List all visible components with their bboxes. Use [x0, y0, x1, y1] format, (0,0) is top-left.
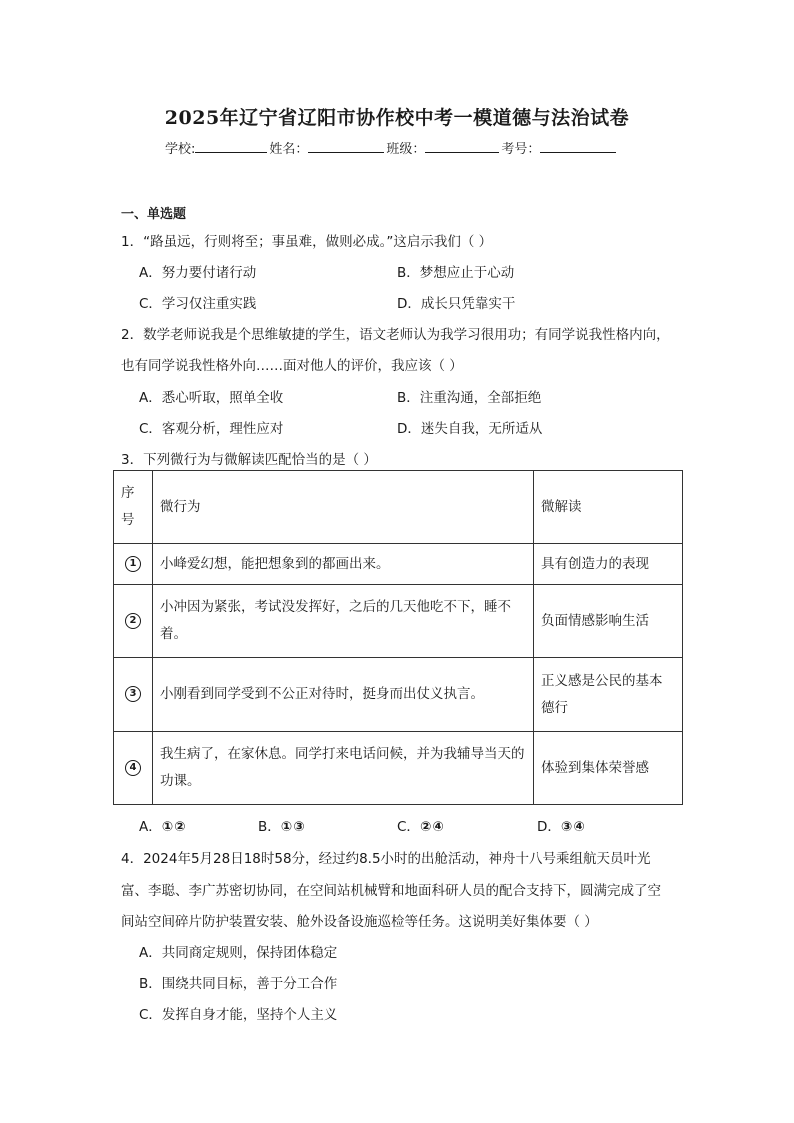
section-title: 一、单选题 [121, 207, 187, 222]
table-row [114, 585, 683, 658]
circled-number: 4 [125, 760, 141, 776]
q1-stem: 1．“路虽远，行则将至；事虽难，做则必成。”这启示我们（ ） [121, 234, 493, 250]
exam-title: 2025年辽宁省辽阳市协作校中考一模道德与法治试卷 [164, 107, 630, 129]
option-letter: B． [258, 819, 281, 835]
name-blank [308, 139, 384, 153]
table-row [114, 658, 683, 732]
reading-cell: 体验到集体荣誉感 [534, 732, 683, 805]
table-row [114, 732, 683, 805]
class-label: 班级： [386, 142, 426, 157]
q4-option-a: A．共同商定规则，保持团体稳定 [139, 945, 338, 961]
q3-option-c [397, 815, 445, 835]
behavior-cell: 小冲因为紧张，考试没发挥好，之后的几天他吃不下，睡不着。 [153, 585, 534, 658]
behavior-cell: 小刚看到同学受到不公正对待时，挺身而出仗义执言。 [153, 658, 534, 732]
circled-number: 1 [125, 556, 141, 572]
q1-option-a: A．努力要付诸行动 [139, 265, 257, 281]
name-label: 姓名： [269, 142, 309, 157]
q4-option-b: B．围绕共同目标，善于分工合作 [139, 976, 338, 992]
header-reading: 微解读 [534, 471, 683, 544]
student-info-line [165, 138, 618, 157]
row-number-cell [114, 732, 153, 805]
q2-option-c: C．客观分析，理性应对 [139, 421, 284, 437]
circled-numbers: ①③ [280, 819, 306, 835]
q3-option-b [258, 815, 306, 835]
q1-option-b: B．梦想应止于心动 [397, 265, 515, 281]
table-row [114, 544, 683, 585]
school-label: 学校: [165, 142, 196, 157]
header-seq: 序号 [114, 471, 153, 544]
reading-cell: 具有创造力的表现 [534, 544, 683, 585]
table-header-row [114, 471, 683, 544]
circled-numbers: ①② [161, 819, 187, 835]
q3-option-a [139, 815, 187, 835]
q3-stem: 3．下列微行为与微解读匹配恰当的是（ ） [121, 452, 377, 468]
q3-option-d [537, 815, 586, 835]
behavior-cell: 小峰爱幻想，能把想象到的都画出来。 [153, 544, 534, 585]
q3-table [113, 470, 683, 805]
row-number-cell [114, 658, 153, 732]
reading-cell: 负面情感影响生活 [534, 585, 683, 658]
school-blank [195, 139, 267, 153]
header-behavior: 微行为 [153, 471, 534, 544]
circled-numbers: ③④ [560, 819, 586, 835]
q2-option-a: A．悉心听取，照单全收 [139, 390, 284, 406]
circled-number: 2 [125, 613, 141, 629]
row-number-cell [114, 585, 153, 658]
option-letter: A． [139, 819, 162, 835]
q4-stem-line-3: 间站空间碎片防护装置安装、舱外设备设施巡检等任务。这说明美好集体要（ ） [121, 914, 598, 930]
q4-stem-line-2: 富、李聪、李广苏密切协同，在空间站机械臂和地面科研人员的配合支持下，圆满完成了空 [121, 883, 661, 899]
behavior-cell: 我生病了，在家休息。同学打来电话问候，并为我辅导当天的功课。 [153, 732, 534, 805]
option-letter: D． [537, 819, 561, 835]
circled-numbers: ②④ [419, 819, 445, 835]
q4-stem-line-1: 4．2024年5月28日18时58分，经过约8.5小时的出舱活动，神舟十八号乘组航天员叶光 [121, 851, 651, 867]
q2-option-d: D．迷失自我，无所适从 [397, 421, 543, 437]
row-number-cell [114, 544, 153, 585]
q2-stem-line-1: 2．数学老师说我是个思维敏捷的学生，语文老师认为我学习很用功；有同学说我性格内向， [121, 327, 670, 343]
class-blank [425, 139, 499, 153]
q1-option-d: D．成长只凭靠实干 [397, 296, 516, 312]
option-letter: C． [397, 819, 420, 835]
q2-option-b: B．注重沟通，全部拒绝 [397, 390, 542, 406]
q1-option-c: C．学习仅注重实践 [139, 296, 257, 312]
circled-number: 3 [125, 686, 141, 702]
exam-number-blank [540, 139, 616, 153]
q2-stem-line-2: 也有同学说我性格外向……面对他人的评价，我应该（ ） [121, 358, 463, 374]
exam-number-label: 考号： [501, 142, 541, 157]
reading-cell: 正义感是公民的基本德行 [534, 658, 683, 732]
q4-option-c: C．发挥自身才能，坚持个人主义 [139, 1007, 338, 1023]
